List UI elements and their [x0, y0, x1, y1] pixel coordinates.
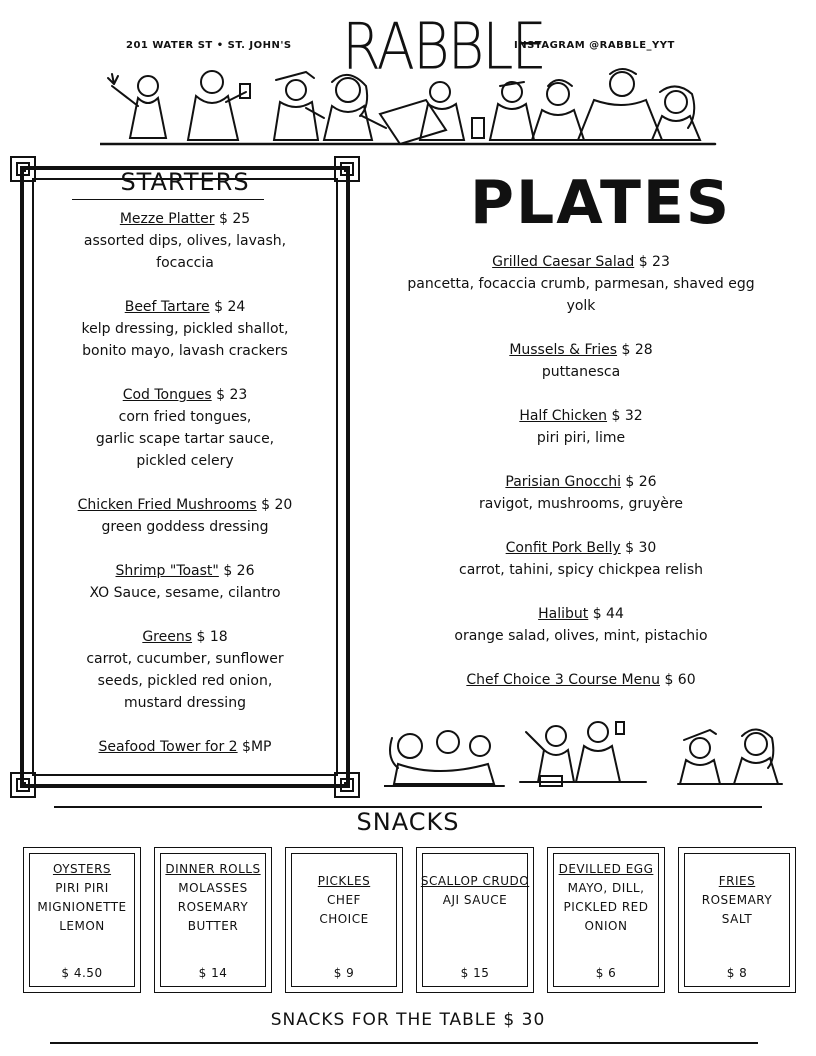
item-name: Seafood Tower for 2	[98, 739, 238, 755]
corner-ornament-icon	[334, 772, 360, 798]
item-name: Mezze Platter	[119, 211, 215, 227]
item-description: puttanesca	[541, 364, 621, 380]
snack-description: BUTTER	[187, 919, 239, 933]
item-description: seeds, pickled red onion,	[97, 673, 273, 689]
snack-description: PIRI PIRI	[55, 881, 109, 895]
snack-card	[416, 847, 534, 993]
menu-item	[38, 208, 332, 274]
snack-price: $ 9	[333, 966, 355, 980]
item-name: Greens	[142, 629, 193, 645]
item-description: kelp dressing, pickled shallot,	[81, 321, 289, 337]
plates-title: PLATES	[470, 168, 732, 238]
snack-card	[678, 847, 796, 993]
menu-item	[38, 736, 332, 758]
snack-price: $ 8	[726, 966, 748, 980]
item-description: piri piri, lime	[536, 430, 626, 446]
item-price: $ 26	[625, 474, 657, 490]
snack-text	[24, 860, 140, 936]
item-name: Halibut	[538, 606, 589, 622]
item-description: ravigot, mushrooms, gruyère	[479, 496, 683, 512]
item-price: $ 30	[625, 540, 657, 556]
item-description: assorted dips, olives, lavash,	[83, 233, 287, 249]
snack-price: $ 15	[460, 966, 490, 980]
item-price: $ 60	[664, 672, 696, 688]
snack-card	[547, 847, 665, 993]
item-price: $ 32	[611, 408, 643, 424]
item-description: carrot, cucumber, sunflower	[86, 651, 284, 667]
snack-name: SCALLOP CRUDO	[420, 874, 530, 888]
snack-description: CHOICE	[319, 912, 369, 926]
item-description: corn fried tongues,	[118, 409, 252, 425]
snack-price: $ 14	[198, 966, 228, 980]
item-description: orange salad, olives, mint, pistachio	[454, 628, 708, 644]
item-name: Half Chicken	[519, 408, 608, 424]
item-description: mustard dressing	[124, 695, 246, 711]
item-name: Beef Tartare	[124, 299, 210, 315]
item-name: Cod Tongues	[122, 387, 212, 403]
item-description: focaccia	[156, 255, 214, 271]
logo: RABBLE	[342, 10, 545, 85]
snack-description: SALT	[721, 912, 753, 926]
item-price: $ 44	[592, 606, 624, 622]
item-name: Mussels & Fries	[509, 342, 618, 358]
snack-text	[286, 872, 402, 929]
divider	[72, 199, 264, 200]
snack-name: OYSTERS	[52, 862, 112, 876]
item-description: pancetta, focaccia crumb, parmesan, shaved egg yolk	[407, 276, 755, 314]
item-description: garlic scape tartar sauce,	[95, 431, 275, 447]
snack-description: PICKLED RED	[563, 900, 649, 914]
snack-text	[548, 860, 664, 936]
item-name: Grilled Caesar Salad	[492, 254, 635, 270]
item-price: $ 24	[214, 299, 246, 315]
snack-card	[23, 847, 141, 993]
item-price: $ 23	[638, 254, 670, 270]
menu-item	[38, 626, 332, 714]
snack-card	[154, 847, 272, 993]
item-description: XO Sauce, sesame, cilantro	[89, 585, 281, 601]
address: 201 WATER ST • ST. JOHN'S	[126, 40, 292, 51]
header-illustration-icon	[100, 66, 720, 148]
menu-item	[396, 603, 766, 647]
starters-section	[10, 156, 360, 798]
menu-item	[38, 494, 332, 538]
snack-description: CHEF	[327, 893, 361, 907]
menu-item	[396, 339, 766, 383]
snack-description: ROSEMARY	[701, 893, 773, 907]
snacks-title: SNACKS	[356, 808, 460, 836]
item-name: Confit Pork Belly	[505, 540, 621, 556]
item-name: Parisian Gnocchi	[505, 474, 621, 490]
plates-list	[396, 251, 766, 713]
snack-description: AJI SAUCE	[442, 893, 508, 907]
snack-name: DEVILLED EGG	[558, 862, 654, 876]
diners-illustration-icon	[384, 716, 784, 792]
starters-list	[38, 208, 332, 780]
menu-item	[396, 471, 766, 515]
snack-name: PICKLES	[317, 874, 371, 888]
item-description: bonito mayo, lavash crackers	[82, 343, 288, 359]
starters-title: STARTERS	[120, 168, 250, 196]
snack-card	[285, 847, 403, 993]
item-description: pickled celery	[136, 453, 234, 469]
snack-price: $ 4.50	[61, 966, 103, 980]
instagram-handle: INSTAGRAM @RABBLE_YYT	[514, 40, 675, 51]
item-name: Chef Choice 3 Course Menu	[466, 672, 660, 688]
item-price: $ 23	[216, 387, 248, 403]
snacks-for-table: SNACKS FOR THE TABLE $ 30	[270, 1010, 546, 1030]
snack-description: MAYO, DILL,	[567, 881, 645, 895]
item-description: green goddess dressing	[101, 519, 269, 535]
snack-description: LEMON	[59, 919, 105, 933]
snack-description: MOLASSES	[178, 881, 248, 895]
menu-item	[396, 669, 766, 691]
snack-price: $ 6	[595, 966, 617, 980]
menu-item	[38, 560, 332, 604]
snack-text	[417, 872, 533, 910]
item-price: $ 25	[219, 211, 251, 227]
item-price: $ 26	[223, 563, 255, 579]
item-name: Chicken Fried Mushrooms	[77, 497, 257, 513]
snack-text	[155, 860, 271, 936]
snack-description: ROSEMARY	[177, 900, 249, 914]
item-price: $ 18	[196, 629, 228, 645]
item-price: $MP	[242, 739, 272, 755]
menu-item	[38, 296, 332, 362]
menu-item	[38, 384, 332, 472]
item-price: $ 28	[621, 342, 653, 358]
menu-item	[396, 251, 766, 317]
snack-name: DINNER ROLLS	[165, 862, 261, 876]
divider	[50, 1042, 758, 1044]
menu-item	[396, 537, 766, 581]
snack-text	[679, 872, 795, 929]
snack-description: MIGNIONETTE	[37, 900, 127, 914]
snack-description: ONION	[584, 919, 628, 933]
item-description: carrot, tahini, spicy chickpea relish	[459, 562, 703, 578]
corner-ornament-icon	[10, 772, 36, 798]
snack-name: FRIES	[718, 874, 756, 888]
item-name: Shrimp "Toast"	[115, 563, 219, 579]
menu-item	[396, 405, 766, 449]
item-price: $ 20	[261, 497, 293, 513]
